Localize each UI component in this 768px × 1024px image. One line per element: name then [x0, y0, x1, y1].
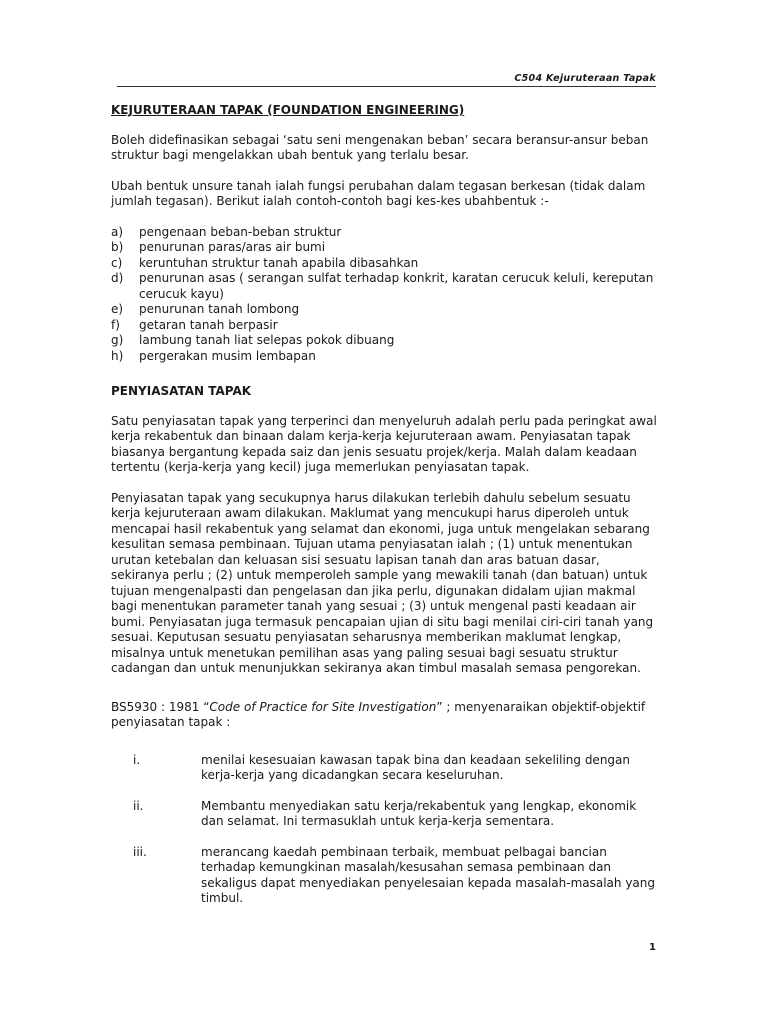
- list-item-text: penurunan tanah lombong: [139, 302, 300, 316]
- bs-suffix: ” ; menyenaraikan objektif-objektif penyiasatan tapak :: [111, 699, 646, 729]
- list-item-text: lambung tanah liat selepas pokok dibuang: [139, 333, 395, 347]
- list-item-text: penurunan paras/aras air bumi: [139, 240, 326, 254]
- list-marker: g): [111, 333, 124, 347]
- list-item: [111, 333, 661, 349]
- page-number: 1: [649, 942, 656, 953]
- deformation-case-list: [111, 225, 661, 365]
- running-header: C504 Kejuruteraan Tapak: [514, 73, 656, 84]
- list-item-text: penurunan asas ( serangan sulfat terhadap konkrit, karatan cerucuk keluli, kereputan cerucuk kayu): [139, 271, 654, 301]
- list-item: [111, 256, 661, 272]
- list-marker: f): [111, 317, 120, 332]
- paragraph-bs5930: [111, 700, 661, 731]
- list-item: [111, 799, 661, 830]
- list-item: [111, 318, 661, 334]
- page-content: [111, 103, 661, 922]
- paragraph-overview: Satu penyiasatan tapak yang terperinci dan menyeluruh adalah perlu pada peringkat awal kerja rekabentuk dan binaan dalam kerja-kerja kejuruteraan awam. Penyiasatan tapak biasanya bergantung kepada saiz dan jenis sesuatu projek/kerja. Malah dalam keadaan tertentu (kerja-kerja yang kecil) juga memerlukan penyiasatan tapak.: [111, 413, 657, 474]
- paragraph-definition: Boleh didefinasikan sebagai ‘satu seni mengenakan beban’ secara beransur-ansur beban struktur bagi mengelakkan ubah bentuk yang terlalu besar.: [111, 132, 649, 162]
- list-marker: h): [111, 348, 124, 363]
- list-marker: i.: [133, 752, 141, 767]
- list-marker: a): [111, 224, 124, 239]
- header-rule: [117, 86, 656, 87]
- list-marker: ii.: [133, 798, 144, 813]
- list-item: [111, 271, 661, 302]
- list-marker: d): [111, 271, 124, 285]
- bs-code-title: Code of Practice for Site Investigation: [209, 699, 437, 714]
- paragraph-purpose: Penyiasatan tapak yang secukupnya harus dilakukan terlebih dahulu sebelum sesuatu kerja kejuruteraan awam dilakukan. Maklumat yang mencukupi harus diperoleh untuk mencapai hasil rekabentuk yang selamat dan ekonomi, juga untuk mengelakan sebarang kesulitan semasa pembinaan. Tujuan utama penyiasatan ialah ; (1) untuk menentukan urutan ketebalan dan keluasan sisi sesuatu lapisan tanah dan aras batuan dasar, sekiranya perlu ; (2) untuk memperoleh sample yang mewakili tanah (dan batuan) untuk tujuan mengenalpasti dan pengelasan dan jika perlu, digunakan didalam ujian makmal bagi menentukan parameter tanah yang sesuai ; (3) untuk mengenal pasti keadaan air bumi. Penyiasatan juga termasuk pencapaian ujian di situ bagi menilai ciri-ciri tanah yang sesuai. Keputusan sesuatu penyiasatan seharusnya memberikan maklumat lengkap, misalnya untuk menetukan pemilihan asas yang paling sesuai bagi sesuatu struktur cadangan dan untuk menunjukkan sekiranya akan timbul masalah semasa pengorekan.: [111, 490, 654, 675]
- list-marker: e): [111, 302, 124, 316]
- list-item-text: merancang kaedah pembinaan terbaik, membuat pelbagai bancian terhadap kemungkinan masalah/kesusahan semasa pembinaan dan sekaligus dapat menyediakan penyelesaian kepada masalah-masalah yang timbul.: [201, 844, 656, 905]
- paragraph-deformation: Ubah bentuk unsure tanah ialah fungsi perubahan dalam tegasan berkesan (tidak dalam jumlah tegasan). Berikut ialah contoh-contoh bagi kes-kes ubahbentuk :-: [111, 178, 646, 208]
- bs-prefix: BS5930 : 1981 “: [111, 699, 210, 714]
- list-item: [111, 845, 661, 907]
- objective-list: [111, 753, 661, 907]
- section-title-site-investigation: PENYIASATAN TAPAK: [111, 384, 252, 398]
- list-item-text: menilai kesesuaian kawasan tapak bina dan keadaan sekeliling dengan kerja-kerja yang dicadangkan secara keseluruhan.: [201, 752, 630, 782]
- list-marker: c): [111, 255, 123, 270]
- list-item-text: pergerakan musim lembapan: [139, 348, 316, 363]
- list-item-text: pengenaan beban-beban struktur: [139, 224, 342, 239]
- list-marker: b): [111, 240, 124, 254]
- list-item: [111, 240, 661, 256]
- list-item: [111, 302, 661, 318]
- list-item: [111, 225, 661, 241]
- list-marker: iii.: [133, 844, 147, 859]
- list-item-text: keruntuhan struktur tanah apabila dibasahkan: [139, 255, 419, 270]
- list-item: [111, 349, 661, 365]
- list-item-text: getaran tanah berpasir: [139, 317, 278, 332]
- list-item-text: Membantu menyediakan satu kerja/rekabentuk yang lengkap, ekonomik dan selamat. Ini termasuklah untuk kerja-kerja sementara.: [201, 798, 637, 828]
- list-item: [111, 753, 661, 784]
- section-title-foundation: KEJURUTERAAN TAPAK (FOUNDATION ENGINEERING): [111, 103, 465, 117]
